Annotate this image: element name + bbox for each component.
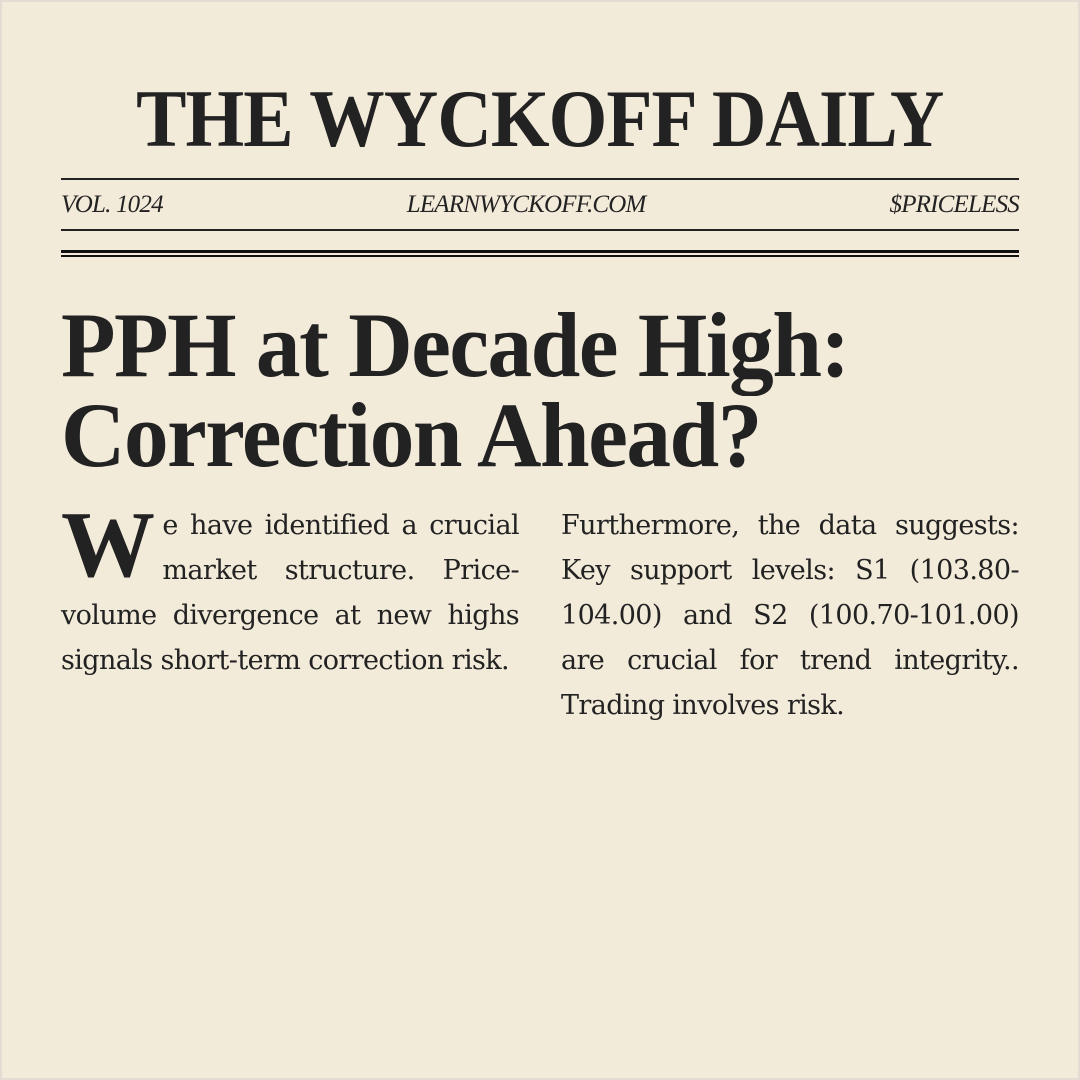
article-column-2 xyxy=(561,503,1019,728)
drop-cap: W xyxy=(61,493,155,597)
column-1-text: e have identified a crucial market structure. Price-volume divergence at new highs signals short-term correction risk. xyxy=(61,510,519,676)
double-rule-thick xyxy=(61,250,1019,253)
double-rule-thin xyxy=(61,255,1019,257)
newspaper-title-text: THE WYCKOFF DAILY xyxy=(136,73,944,164)
headline-line-1: PPH at Decade High: xyxy=(61,294,849,396)
masthead-top-rule xyxy=(61,178,1019,180)
volume-number: VOL. 1024 xyxy=(61,191,163,218)
price-label: $PRICELESS xyxy=(889,191,1019,218)
article-column-1 xyxy=(61,493,519,728)
website-link[interactable]: LEARNWYCKOFF.COM xyxy=(406,191,646,218)
masthead-bottom-rule xyxy=(61,229,1019,231)
article-columns xyxy=(61,493,1019,728)
article-headline xyxy=(61,294,1021,486)
masthead-meta-row xyxy=(61,189,1019,221)
headline-line-2: Correction Ahead? xyxy=(61,384,761,486)
column-2-text: Furthermore, the data suggests: Key support levels: S1 (103.80-104.00) and S2 (100.70-101.00) are crucial for trend integrity.. Trading involves risk. xyxy=(561,510,1019,721)
newspaper-title xyxy=(0,74,1080,164)
